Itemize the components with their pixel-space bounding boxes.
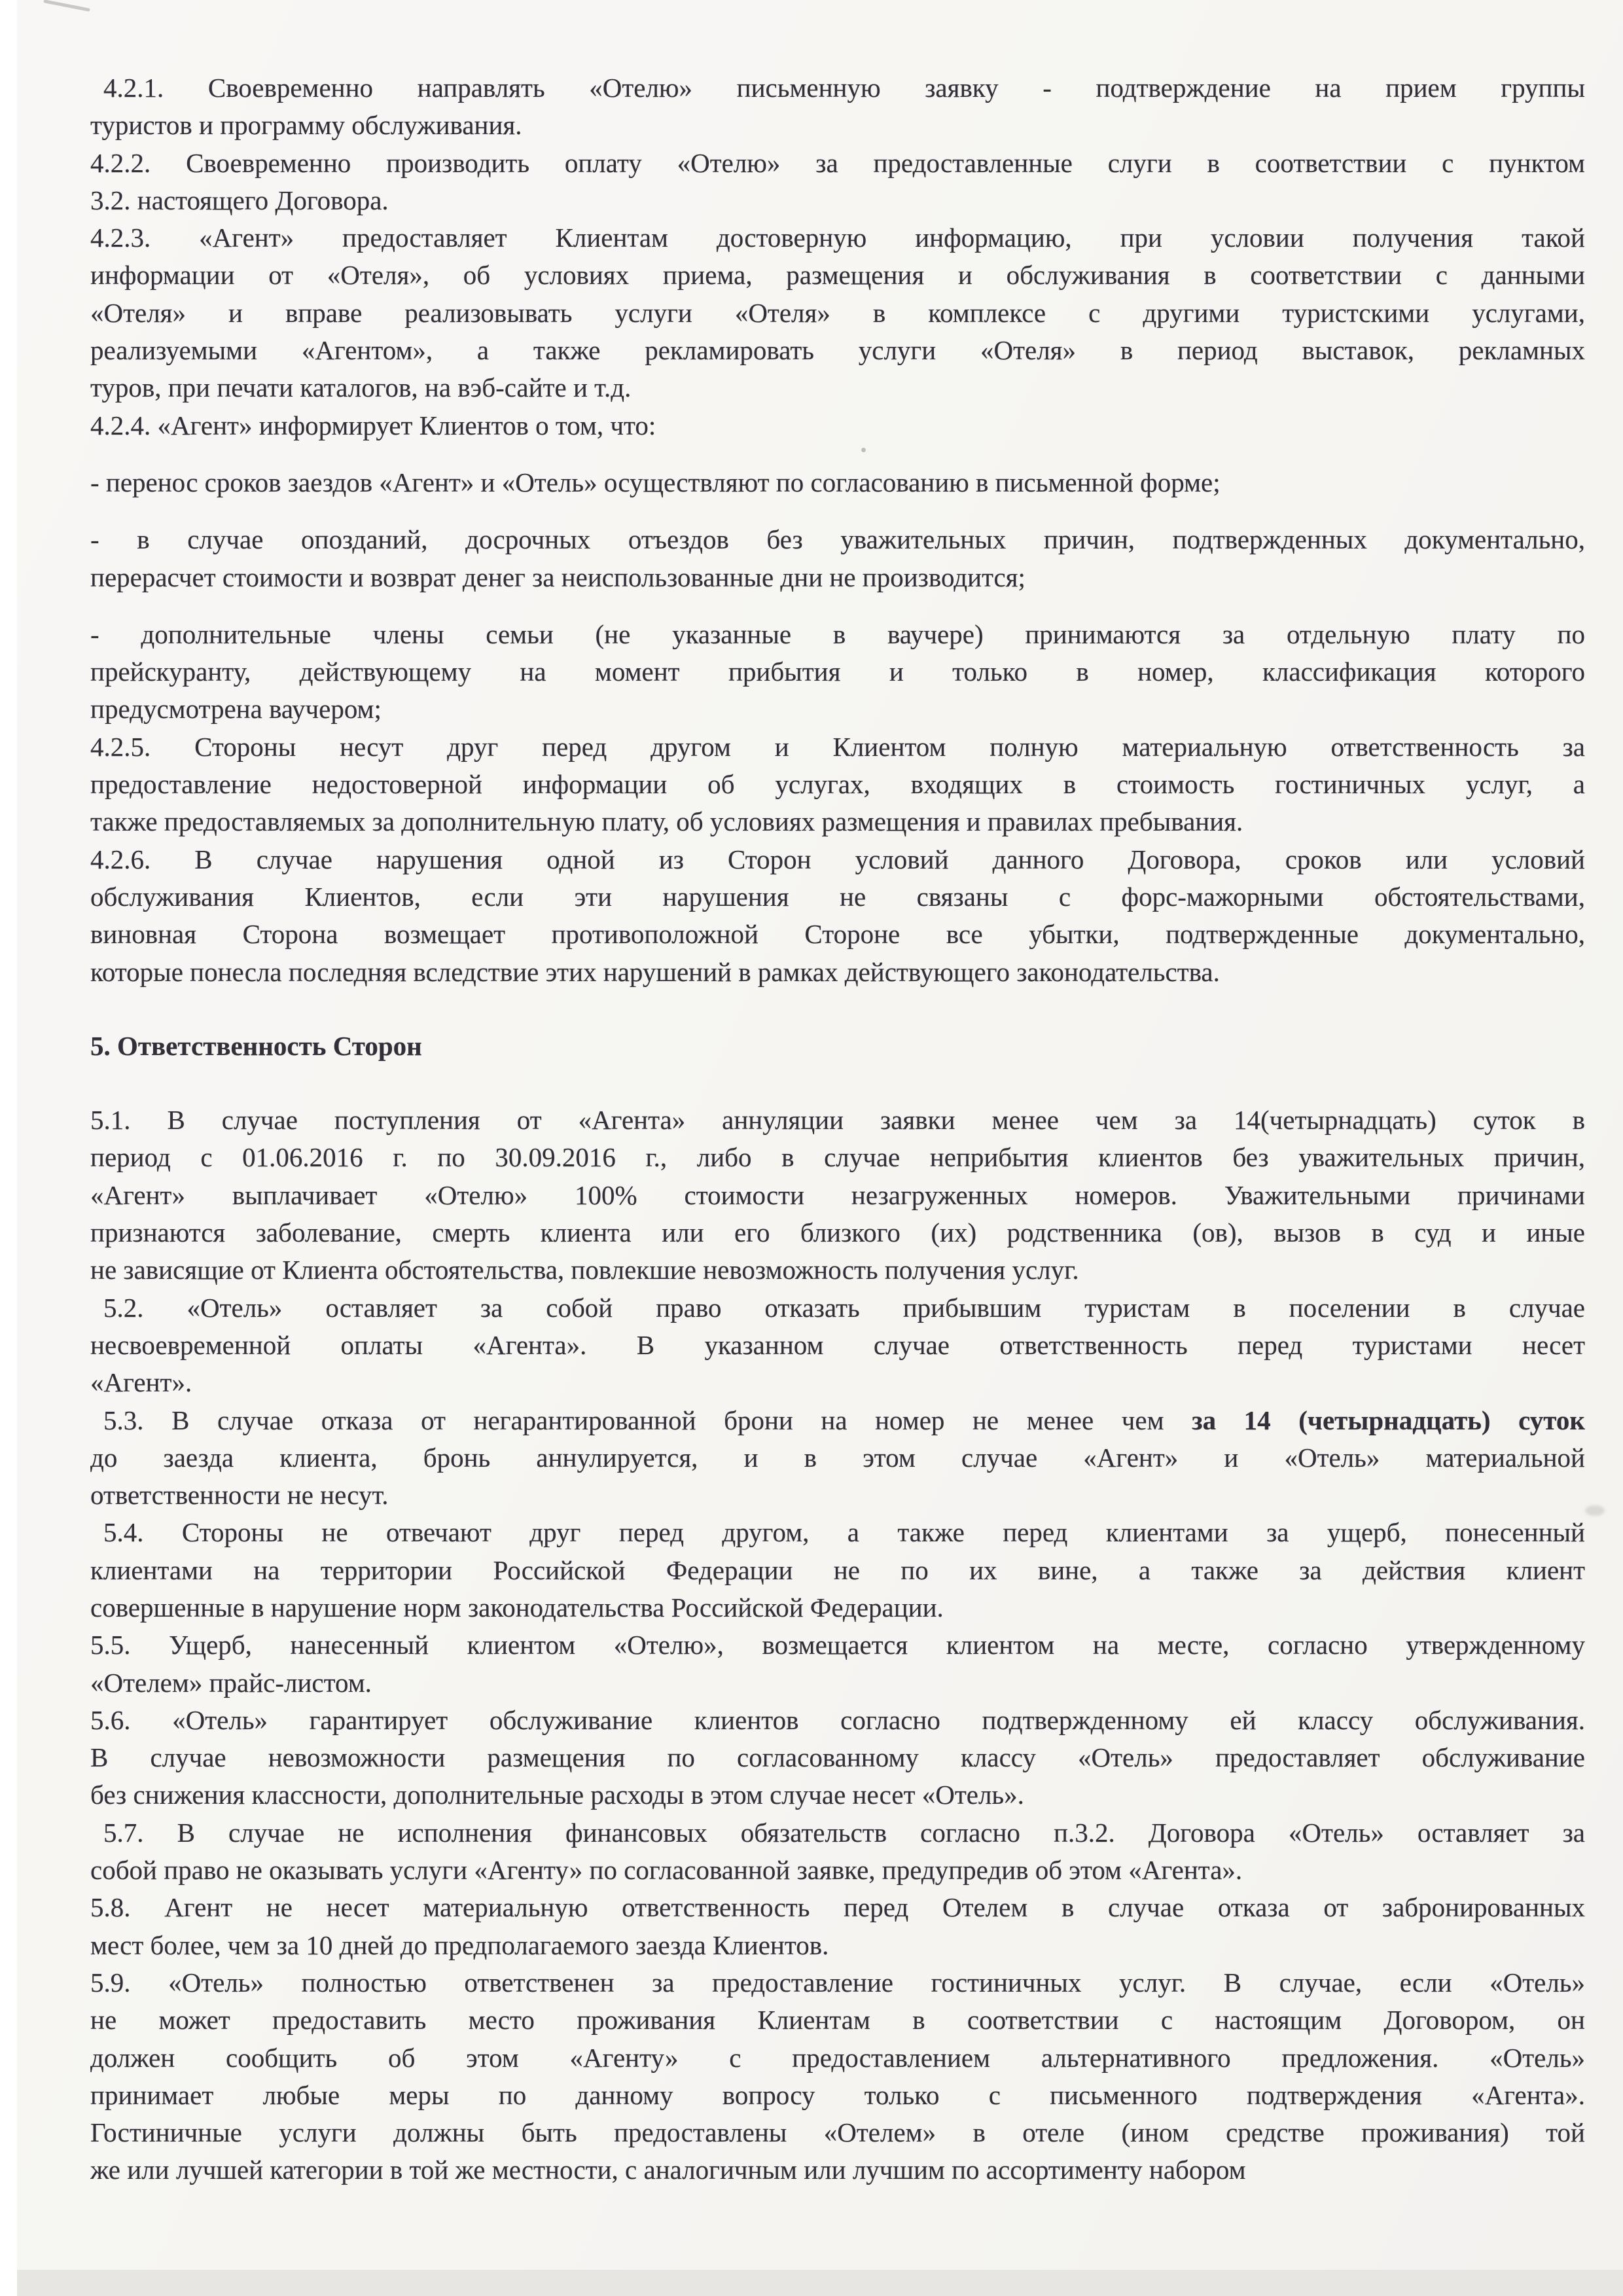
text-line: виновная Сторона возмещает противоположной Стороне все убытки, подтвержденные документально, bbox=[90, 919, 1585, 950]
contract-paragraph-5-8 bbox=[90, 1889, 1585, 1964]
contract-bullet-extra-family-members bbox=[90, 616, 1585, 728]
contract-paragraph-4-2-4 bbox=[90, 407, 1585, 444]
contract-text bbox=[90, 69, 1585, 2189]
contract-bullet-transfer-terms bbox=[90, 464, 1585, 501]
contract-paragraph-4-2-3 bbox=[90, 219, 1585, 406]
text-line: должен сообщить об этом «Агенту» с предоставлением альтернативного предложения. «Отель» bbox=[90, 2042, 1585, 2073]
text-line: не может предоставить место проживания Клиентам в соответствии с настоящим Договором, он bbox=[90, 2005, 1585, 2036]
text-line: Гостиничные услуги должны быть предоставлены «Отелем» в отеле (ином средстве проживания) той bbox=[90, 2117, 1585, 2148]
text-line: собой право не оказывать услуги «Агенту» по согласованной заявке, предупредив об этом «Агента». bbox=[90, 1855, 1243, 1886]
text-line: период с 01.06.2016 г. по 30.09.2016 г., либо в случае неприбытия клиентов без уважительных причин, bbox=[90, 1142, 1585, 1173]
text-line: 4.2.5. Стороны несут друг перед другом и Клиентом полную материальную ответственность за bbox=[90, 731, 1585, 762]
contract-bullet-late-arrival bbox=[90, 521, 1585, 596]
text-line: 5.6. «Отель» гарантирует обслуживание клиентов согласно подтвержденному ей классу обслуживания. bbox=[90, 1704, 1585, 1735]
text-line: 5.3. В случае отказа от негарантированной брони на номер не менее чем за 14 (четырнадцать) суток bbox=[103, 1405, 1585, 1435]
text-line: 4.2.1. Своевременно направлять «Отелю» письменную заявку - подтверждение на прием группы bbox=[103, 73, 1585, 103]
paper-sheet bbox=[17, 0, 1623, 2270]
contract-paragraph-4-2-5 bbox=[90, 728, 1585, 841]
text-line: без снижения классности, дополнительные расходы в этом случае несет «Отель». bbox=[90, 1780, 1024, 1810]
scan-speck bbox=[1585, 1505, 1605, 1516]
contract-paragraph-5-1 bbox=[90, 1102, 1585, 1289]
scanner-edge-mark bbox=[43, 0, 90, 12]
text-line: мест более, чем за 10 дней до предполагаемого заезда Клиентов. bbox=[90, 1929, 829, 1960]
text-line: «Отелем» прайс-листом. bbox=[90, 1667, 372, 1698]
text-line: 4.2.4. «Агент» информирует Клиентов о том, что: bbox=[90, 410, 656, 440]
text-line: - в случае опозданий, досрочных отъездов без уважительных причин, подтвержденных документально, bbox=[90, 524, 1585, 555]
contract-paragraph-5-5 bbox=[90, 1626, 1585, 1702]
text-line: туров, при печати каталогов, на вэб-сайте и т.д. bbox=[90, 372, 632, 403]
text-line: 5.9. «Отель» полностью ответственен за предоставление гостиничных услуг. В случае, если «Отель» bbox=[90, 1967, 1585, 1998]
text-line: предусмотрена ваучером; bbox=[90, 694, 382, 725]
text-line: ответственности не несут. bbox=[90, 1480, 389, 1511]
text-line: принимает любые меры по данному вопросу только с письменного подтверждения «Агента». bbox=[90, 2079, 1585, 2110]
text-line: «Отеля» и вправе реализовывать услуги «Отеля» в комплексе с другими туристскими услугами, bbox=[90, 297, 1585, 328]
text-line: же или лучшей категории в той же местности, с аналогичным или лучшим по ассортименту набором bbox=[90, 2155, 1246, 2185]
text-line: «Агент». bbox=[90, 1367, 192, 1398]
text-line: - перенос сроков заездов «Агент» и «Отель» осуществляют по согласованию в письменной форме; bbox=[90, 467, 1221, 497]
text-line: 5.7. В случае не исполнения финансовых обязательств согласно п.3.2. Договора «Отель» оставляет за bbox=[103, 1817, 1585, 1848]
text-line: признаются заболевание, смерть клиента или его близкого (их) родственника (ов), вызов в суд и иные bbox=[90, 1217, 1585, 1248]
text-line: которые понесла последняя вследствие этих нарушений в рамках действующего законодательства. bbox=[90, 956, 1220, 987]
text-line: 4.2.3. «Агент» предоставляет Клиентам достоверную информацию, при условии получения такой bbox=[90, 223, 1585, 253]
text-line: 3.2. настоящего Договора. bbox=[90, 185, 389, 215]
text-line: 4.2.2. Своевременно производить оплату «Отелю» за предоставленные слуги в соответствии с пунктом bbox=[90, 147, 1585, 178]
text-line: 5.5. Ущерб, нанесенный клиентом «Отелю», возмещается клиентом на месте, согласно утвержденному bbox=[90, 1630, 1585, 1660]
contract-paragraph-5-7 bbox=[90, 1814, 1585, 1890]
text-line: обслуживания Клиентов, если эти нарушения не связаны с форс-мажорными обстоятельствами, bbox=[90, 881, 1585, 912]
text-line: совершенные в нарушение норм законодательства Российской Федерации. bbox=[90, 1592, 944, 1623]
scanner-edge bbox=[17, 2270, 1623, 2296]
text-line: предоставление недостоверной информации об услугах, входящих в стоимость гостиничных услуг, а bbox=[90, 769, 1585, 800]
text-line: 5.1. В случае поступления от «Агента» аннуляции заявки менее чем за 14(четырнадцать) суток в bbox=[90, 1105, 1585, 1136]
contract-paragraph-5-2 bbox=[90, 1289, 1585, 1402]
contract-paragraph-4-2-2 bbox=[90, 145, 1585, 220]
text-line: 5.2. «Отель» оставляет за собой право отказать прибывшим туристам в поселении в случае bbox=[103, 1292, 1585, 1323]
text-line: 5.8. Агент не несет материальную ответственность перед Отелем в случае отказа от забронированных bbox=[90, 1892, 1585, 1923]
text-line: 5. Ответственность Сторон bbox=[90, 1030, 422, 1061]
contract-paragraph-4-2-6 bbox=[90, 841, 1585, 991]
text-line: 4.2.6. В случае нарушения одной из Сторон условий данного Договора, сроков или условий bbox=[90, 844, 1585, 874]
section-heading-5 bbox=[90, 1028, 1585, 1065]
text-line: «Агент» выплачивает «Отелю» 100% стоимости незагруженных номеров. Уважительными причинами bbox=[90, 1179, 1585, 1210]
text-line: перерасчет стоимости и возврат денег за неиспользованные дни не производится; bbox=[90, 562, 1026, 592]
text-line: реализуемыми «Агентом», а также рекламировать услуги «Отеля» в период выставок, рекламных bbox=[90, 335, 1585, 366]
text-line: туристов и программу обслуживания. bbox=[90, 110, 522, 141]
contract-paragraph-5-9 bbox=[90, 1964, 1585, 2189]
text-line: также предоставляемых за дополнительную плату, об условиях размещения и правилах пребывания. bbox=[90, 806, 1243, 837]
text-line: прейскуранту, действующему на момент прибытия и только в номер, классификация которого bbox=[90, 656, 1585, 687]
text-line: несвоевременной оплаты «Агента». В указанном случае ответственность перед туристами несет bbox=[90, 1329, 1585, 1360]
text-line: не зависящие от Клиента обстоятельства, повлекшие невозможность получения услуг. bbox=[90, 1255, 1079, 1285]
contract-paragraph-5-6 bbox=[90, 1702, 1585, 1814]
text-line: 5.4. Стороны не отвечают друг перед другом, а также перед клиентами за ущерб, понесенный bbox=[103, 1517, 1585, 1548]
contract-paragraph-5-3 bbox=[90, 1402, 1585, 1515]
text-line: до заезда клиента, бронь аннулируется, и в этом случае «Агент» и «Отель» материальной bbox=[90, 1442, 1585, 1473]
contract-paragraph-4-2-1 bbox=[90, 69, 1585, 145]
text-line: В случае невозможности размещения по согласованному классу «Отель» предоставляет обслуживание bbox=[90, 1742, 1585, 1773]
contract-paragraph-5-4 bbox=[90, 1514, 1585, 1626]
text-line: клиентами на территории Российской Федерации не по их вине, а также за действия клиент bbox=[90, 1554, 1585, 1585]
text-line: - дополнительные члены семьи (не указанные в ваучере) принимаются за отдельную плату по bbox=[90, 619, 1585, 649]
text-line: информации от «Отеля», об условиях приема, размещения и обслуживания в соответствии с данными bbox=[90, 260, 1585, 291]
